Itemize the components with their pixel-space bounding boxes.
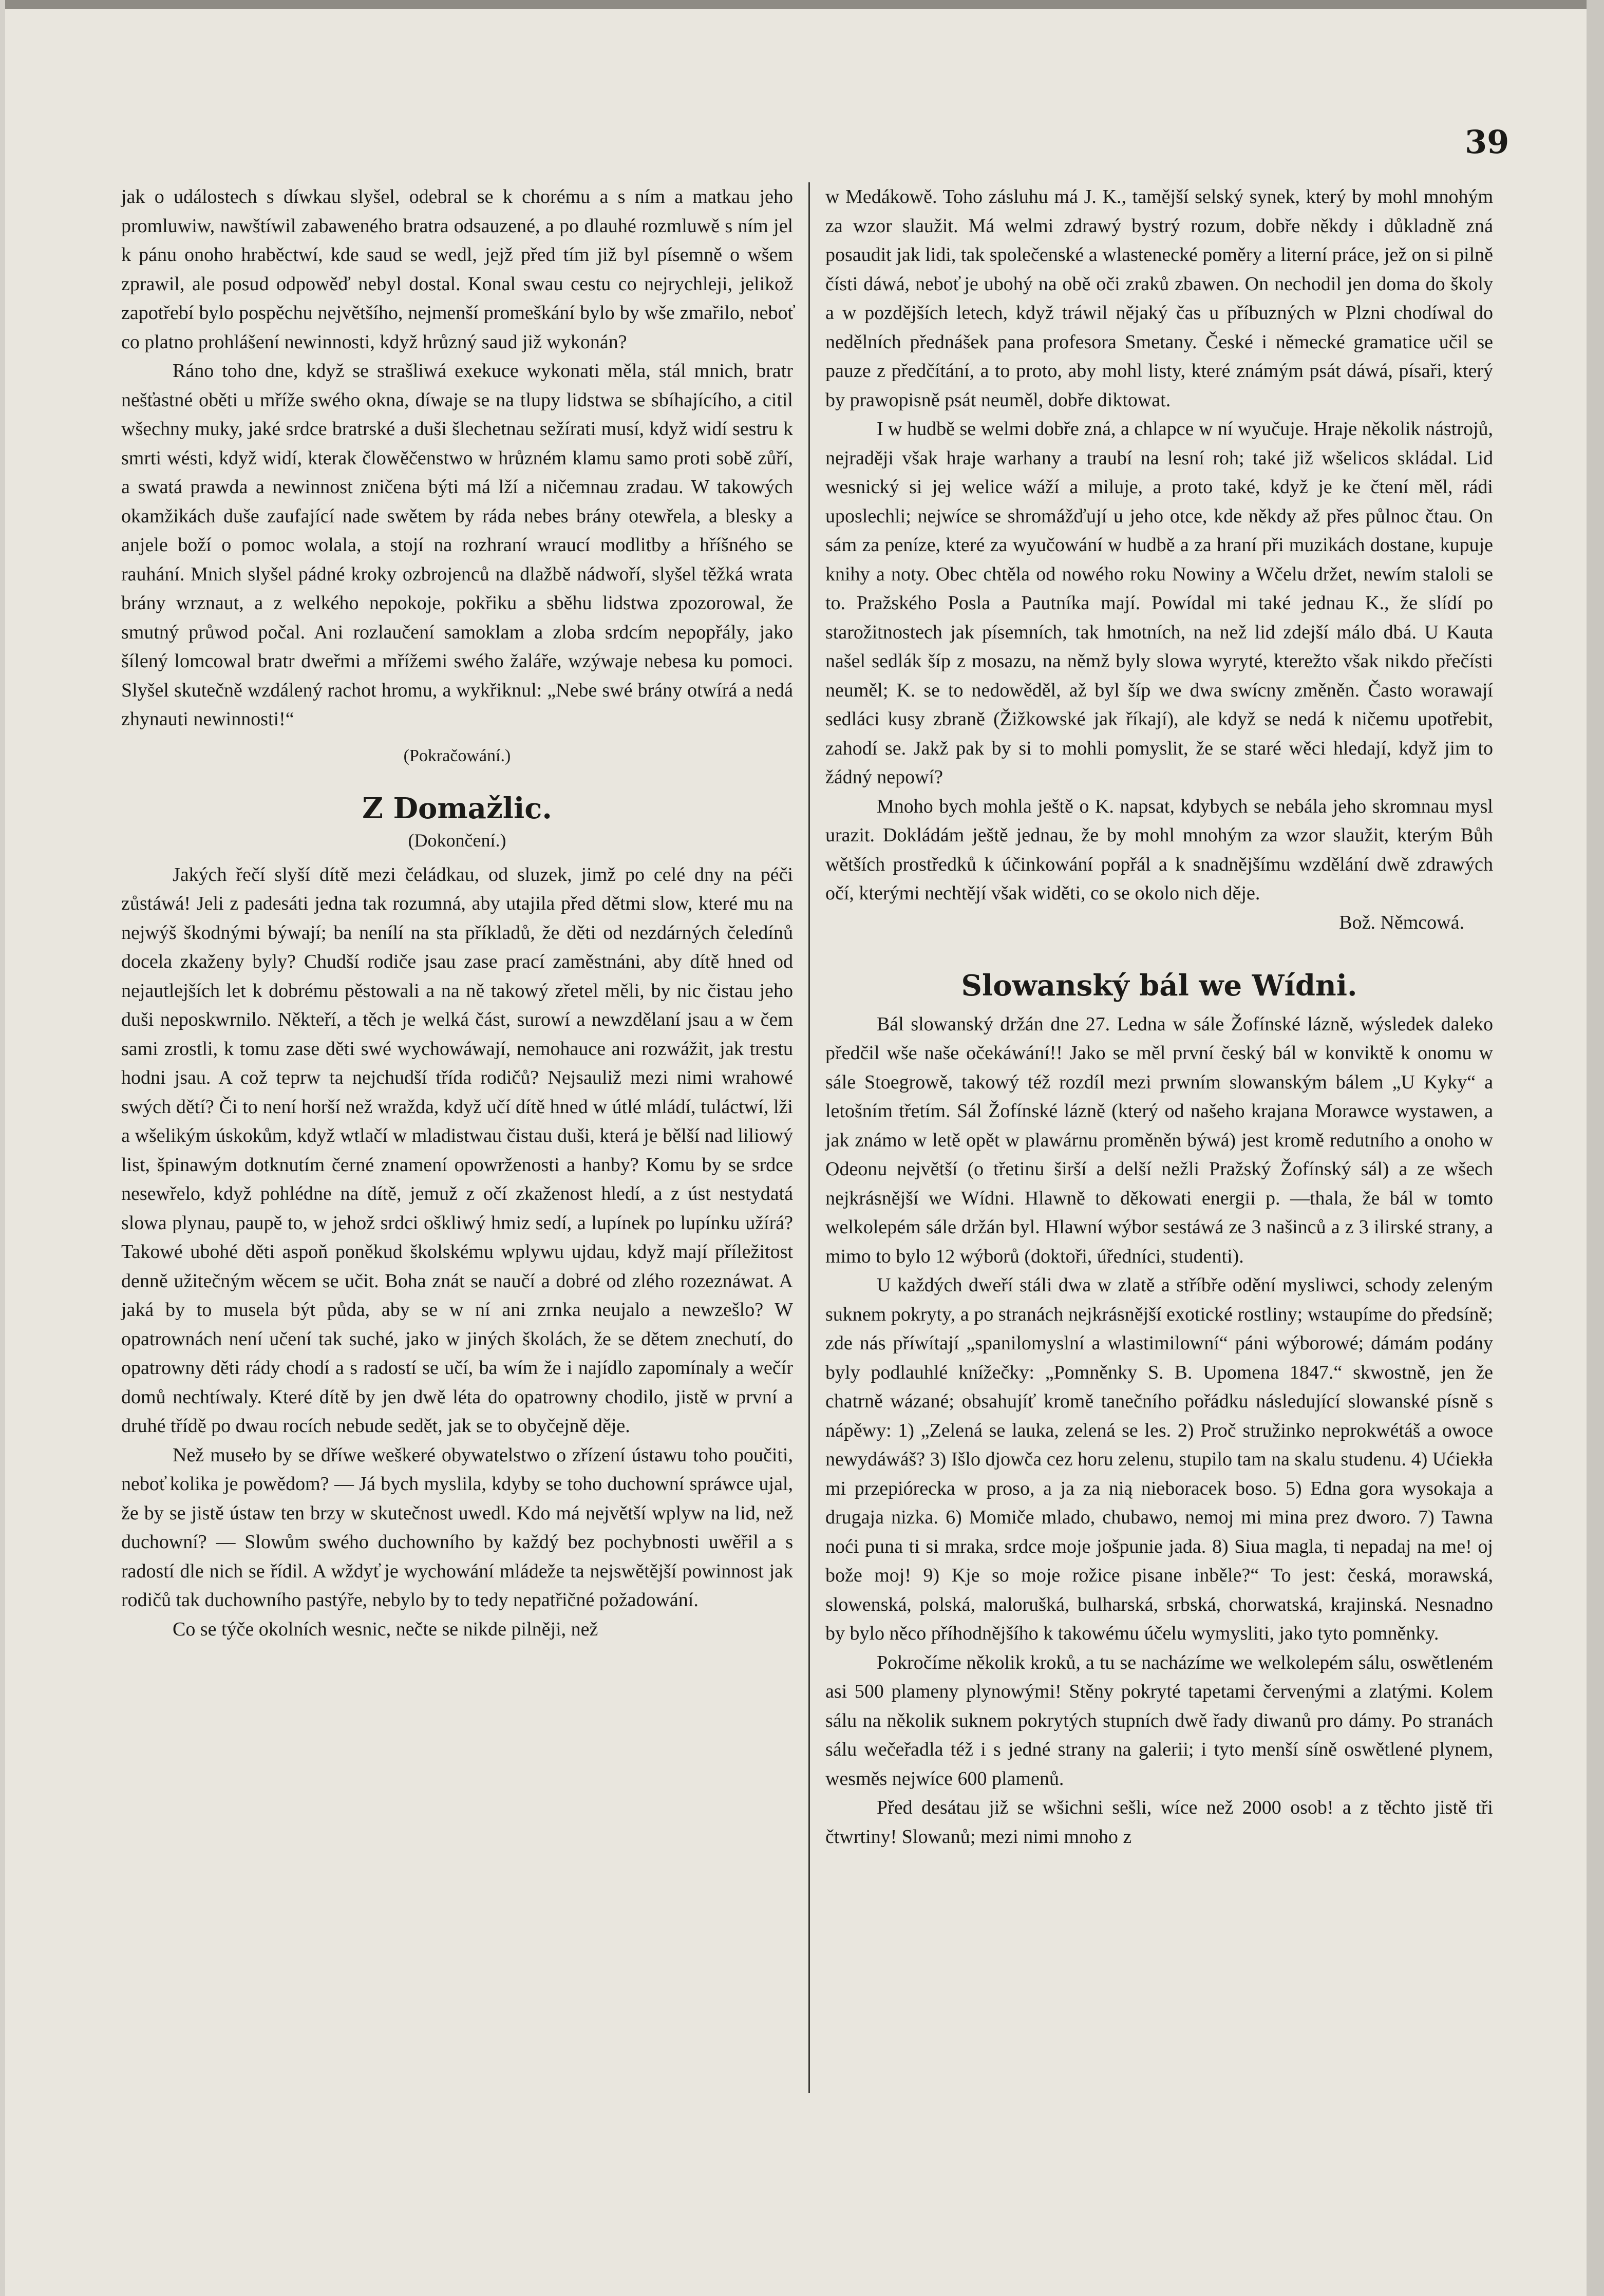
to-be-continued-note: (Pokračowání.) xyxy=(403,746,511,765)
article-heading xyxy=(121,789,793,853)
article-paragraph: Než museło by se dříwe weškeré obywatelstwo o zřízení ústawu toho poučiti, nebot̕ kolika je powědom? — Já bych myslila, kdyby se toho duchowní spráwce ujal, že by se jistě ústaw ten brzy w skutečnost uwedl. Kdo má největší wplyw na lid, než duchowní? — Slowům swého duchowního by každý bez pochybnosti uwěřil a s radostí dle nich se řídil. A wždyt̕ je wychowání mládeže ta nejswětější powinnost jak rodičů tak duchowního pastýře, nebylo by to tedy nepatřičné požadowání. xyxy=(121,1444,793,1611)
ball-paragraph: Pokročíme několik kroků, a tu se nacházíme we welkolepém sálu, oswětleném asi 500 plameny plynowými! Stěny pokryté tapetami červenými a zlatými. Kolem sálu na několik suknem pokrytých stupních dwě řady diwanů pro dámy. Po stranách sálu wečeřadla též i s jedné strany na galerii; i tyto menší síně oswětlené plynem, wesměs nejwíce 600 plamenů. xyxy=(825,1651,1493,1790)
article-paragraph: w Medákowě. Toho zásluhu má J. K., tamější selský synek, který by mohl mnohým za wzor slaužit. Má welmi zdrawý bystrý rozum, dobře někdy i důkladně zná posaudit jak lidi, tak společenské a wlastenecké poměry a literní práce, jež on si pilně čísti dáwá, nebot̕ je ubohý na obě oči zraků zbawen. On nechodil jen doma do školy a w pozdějších letech, když tráwil nějaký čas u příbuzných w Plzni chodíwal do nedělních přednášek pana profesora Smetany. České i německé gramatice učil se pauze z předčítání, a to proto, aby mohl listy, které známým psát dáwá, písaři, který by prawopisně psát neuměl, dobře diktowat. xyxy=(825,186,1493,411)
left-column xyxy=(121,182,793,1644)
article-subtitle: (Dokončení.) xyxy=(408,830,506,851)
article-paragraph: Mnoho bych mohla ještě o K. napsat, kdybych se nebála jeho skromnau mysl urazit. Dokládám ještě jednau, že by mohl mnohým za wzor slaužit, kterým Bůh wětších prostředků k účinkowání popřál a k snadnějšímu wzdělání dwě zdrawých očí, kterými nechtějí však widěti, co se okolo nich děje. xyxy=(825,795,1493,904)
ball-title: Slowanský bál we Wídni. xyxy=(961,968,1357,1003)
article-paragraph: I w hudbě se welmi dobře zná, a chlapce w ní wyučuje. Hraje několik nástrojů, nejraději však hraje warhany a traubí na lesní roh; také již wšelicos skládal. Lid wesnický si jej welice wáží a miluje, a proto také, když je ke čtení měl, rádi uposlechli; nejwíce se shromážďují u jeho otce, kde někdy až přes půlnoc čtau. On sám za peníze, které za wyučowání w hudbě a za hraní při muzikách dostane, kupuje knihy a noty. Obec chtěla od nowého roku Nowiny a Wčelu držet, newím staloli se to. Pražského Posla a Pautníka mají. Powídal mi také jednau K., že slídí po starožitnostech jak písemních, tak hmotních, na než lid zdejší málo dbá. U Kauta našel sedlák šíp z mosazu, na němž byly slowa wyryté, kterežto však nikdo přečísti neuměl; K. se to nedowěděl, až byl šíp we dwa swícny změněn. Často worawají sedláci kusy zbraně (Žižkowské jak říkají), ale když se nedá k ničemu upotřebit, zahodí se. Jakž pak by si to mohli pomyslit, že se staré wěci hledají, když jim to žádný nepowí? xyxy=(825,418,1493,788)
right-column xyxy=(825,182,1493,1851)
scan-right-edge xyxy=(1587,0,1604,2296)
story-paragraph: jak o událostech s díwkau slyšel, odebral se k chorému a s ním a matkau jeho promluwiw, nawštíwil zabaweného bratra odsauzené, a po dlauhé rozmluwě s ním jel k pánu onoho hraběctwí, kde saud se wedl, jejž před tím již byl písemně o wšem zprawil, ale posud odpowěď nebyl dostal. Konal swau cestu co nejrychleji, jelikož zapotřebí bylo pospěchu největšího, nejmenší promeškání bylo by wše zmařilo, nebot̕ co platno prohlášení newinnosti, když hrůzný saud již wykonán? xyxy=(121,186,793,353)
story-paragraph: Ráno toho dne, když se strašliwá exekuce wykonati měla, stál mnich, bratr nešt̕astné oběti u mříže swého okna, díwaje se na tlupy lidstwa se sbíhajícího, a citil wšechny muky, jaké srdce bratrské a duši šlechetnau sežírati musí, když widí sestru k smrti wésti, když widí, kterak člowěčenstwo w hrůzném klamu samo proti sobě zůří, a swatá prawda a newinnost zničena býti má lží a ničemnau zradau. W takowých okamžikách duše zaufající nade swětem by ráda nebes brány otewřela, a blesky a anjele boží o pomoc wolala, a stojí na rozhraní wraucí modlitby a hříšného se rauhání. Mnich slyšel pádné kroky ozbrojenců na dlažbě nádwoří, slyšel těžká wrata brány wrznaut, a z welkého nepokoje, pokřiku a sběhu lidstwa zpozorowal, že smutný průwod počal. Ani rozlaučení samoklam a zloba srdcím nepopřály, jako šílený lomcowal bratr dweřmi a mřížemi swého žaláře, wzýwaje nebesa ku pomoci. Slyšel skutečně wzdálený rachot hromu, a wykřiknul: „Nebe swé brány otwírá a nedá zhynauti newinnosti!“ xyxy=(121,360,793,730)
column-divider xyxy=(808,182,810,2093)
article-title: Z Domažlic. xyxy=(362,791,552,825)
ball-paragraph: Před desátau již se wšichni sešli, wíce než 2000 osob! a z těchto jistě tři čtwrtiny! Slowanů; mezi nimi mnoho z xyxy=(825,1797,1493,1848)
article-paragraph: Jakých řečí slyší dítě mezi čeládkau, od sluzek, jimž po celé dny na péči zůstáwá! Jeli z padesáti jedna tak rozumná, aby utajila před dětmi slow, které mu na nejwýš škodnými býwají; ba nenílí na sta příkladů, že děti od nezdárných čeledínů docela zkaženy byly? Chudší rodiče jsau zase prací zaměstnáni, aby dítě hned od nejautlejších let k dobrému pěstowali a na ně takowý zřetel měli, by nic čistau jeho duši neposkwrnilo. Někteří, a těch je welká část, surowí a newzdělaní jsau a w čem sami zrostli, k tomu zase děti swé wychowáwají, nemohauce ani rozwážit, jak trestu hodni jsau. A což teprw ta nejchudší třída rodičů? Nejsauliž mezi nimi wrahowé swých dětí? Či to není horší než wražda, když učí dítě hned w útlé mládí, tuláctwí, lži a wšelikým úskokům, když wtlačí w mladistwau čistau duši, která je bělší nad liliowý list, špinawým dotknutím černé znamení opowrženosti a hanby? Komu by se srdce nesewřelo, když pohlédne na dítě, jemuž z očí zkaženost hledí, a z úst nestydatá slowa plynau, paupě to, w jehož srdci oškliwý hmiz sedí, a lupínek po lupínku užírá? Takowé ubohé děti aspoň poněkud školskému wplywu ujdau, když mají příležitost denně užitečným wěcem se učit. Boha znát se naučí a dobré od zlého rozeznáwat. A jaká by to musela být půda, aby se w ní ani zrnka neujalo a newzešlo? W opatrownách není učení tak suché, jako w jiných školách, že se dětem znechutí, do opatrowny děti rády chodí a s radostí se učí, ba wím že i najídlo zapomínaly a wečír domů nechtíwaly. Které dítě by jen dwě léta do opatrowny chodilo, jistě w první a druhé třídě po dwau rocích nebude sedět, jak se to obyčejně děje. xyxy=(121,863,793,1437)
scan-top-edge xyxy=(0,0,1604,9)
author-signature: Bož. Němcowá. xyxy=(1339,911,1464,933)
article-paragraph: Co se týče okolních wesnic, nečte se nikde pilněji, než xyxy=(173,1618,598,1640)
ball-paragraph: Bál slowanský držán dne 27. Ledna w sále Žofínské lázně, wýsledek daleko předčil wše naše očekáwání!! Jako se měl první český bál w konviktě k onomu w sále Stoegrowě, takowý též rozdíl mezi prwním slowanským bálem „U Kyky“ a letošním třetím. Sál Žofínské lázně (který od našeho krajana Morawce wystawen, a jak známo w letě opět w plawárnu proměněn býwá) jest kromě redutního a onoho w Odeonu největší (o třetinu širší a delší nežli Pražský Žofínský sál) a ze wšech nejkrásnější we Wídni. Hlawně to děkowati energii p. —thala, že bál w tomto welkolepém sále držán byl. Hlawní wýbor sestáwá ze 3 našinců a z 3 ilirské strany, a mimo to bylo 12 wýborů (doktoři, úředníci, studenti). xyxy=(825,1013,1493,1267)
page-number: 39 xyxy=(1465,123,1509,161)
scan-left-edge xyxy=(0,0,5,2296)
ball-paragraph: U každých dweří stáli dwa w zlatě a stříbře odění mysliwci, schody zeleným suknem pokryty, a po stranách nejkrásnější exotické rostliny; wstaupíme do předsíně; zde nás příwítají „spanilomyslní a wlastimilowní“ páni wýborowé; dámám podány byly podlauhlé knížečky: „Pomněnky S. B. Upomena 1847.“ skwostně, jen že chatrně wázané; obsahujíť kromě tanečního pořádku následující slowanské písně s nápěwy: 1) „Zelená se lauka, zelená se les. 2) Proč stružinko neprokwétáš a owoce newydáwáš? 3) Išlo djowča cez horu zelenu, stupilo tam na skalu studenu. 4) Ućiekła mi przepiórecka w proso, a ja za nią nieboracek boso. 5) Edna gora wysokaja a drugaja nizka. 6) Momiče mlado, chubawo, nemoj mi mina prez dworo. 7) Tawna noći puna ti si mraka, srdce moje jošpunie jada. 8) Siua magla, ti nepadaj na me! oj bože moj! 9) Kje so moje rožice pisane inběle?“ To jest: česká, morawská, slowenská, polská, malorušká, bulharská, srbská, chorwatská, krajinská. Nesnadno by bylo něco příhodnějšího k takowému účelu wymysliti, jako tyto pomněnky. xyxy=(825,1274,1493,1644)
ball-heading xyxy=(825,967,1493,1005)
